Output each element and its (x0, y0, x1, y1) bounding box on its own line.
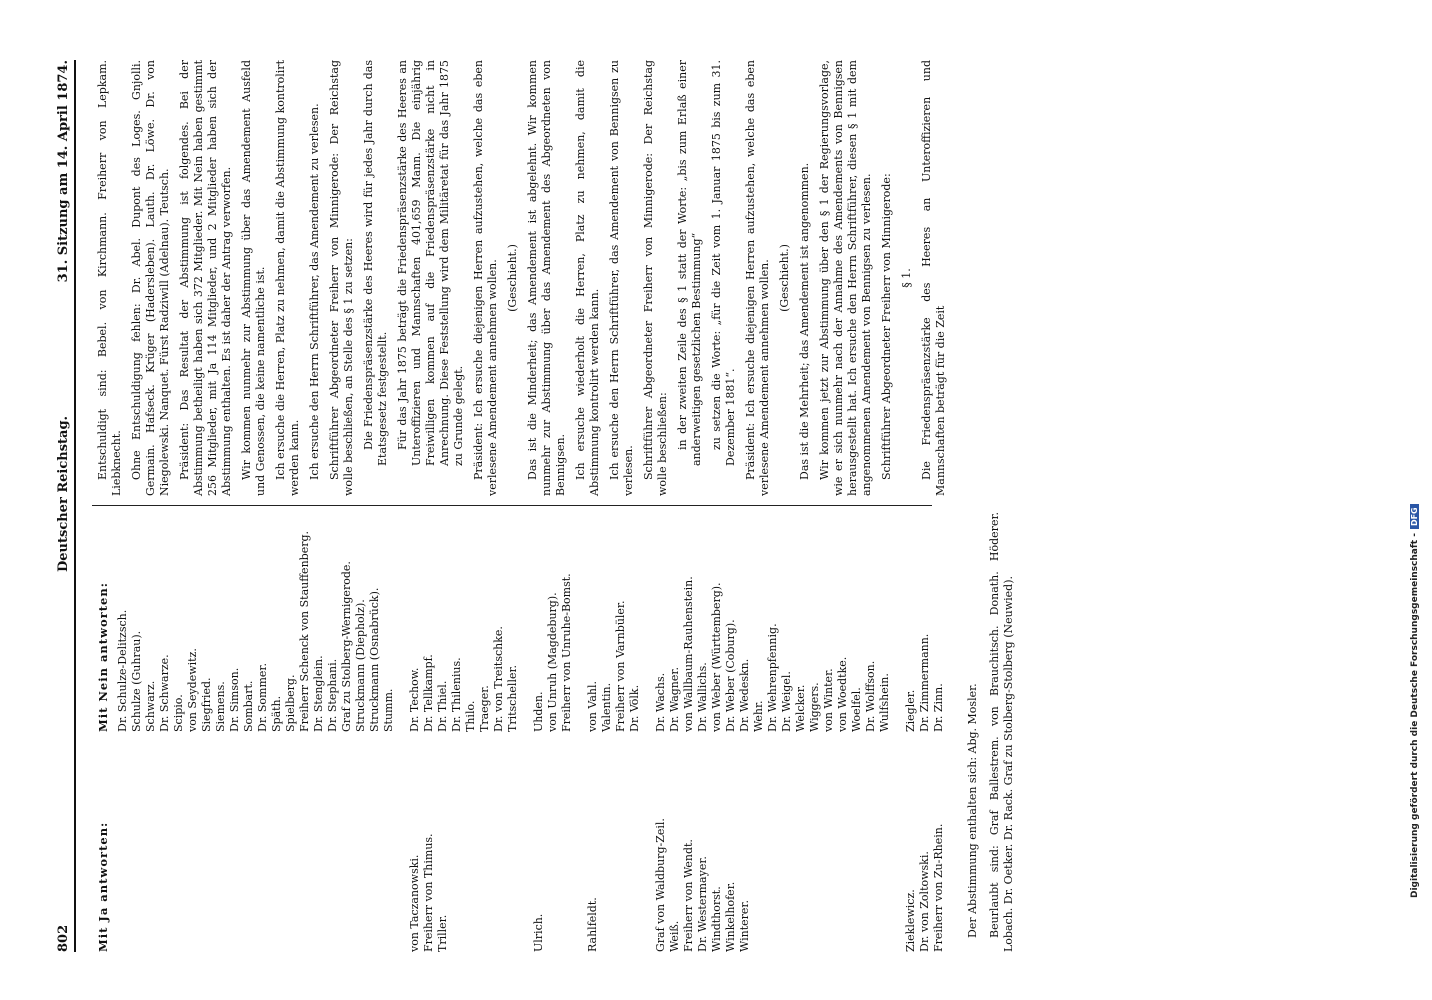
session-date: 31. Sitzung am 14. April 1874. (56, 60, 71, 283)
ja-voter-name (130, 732, 144, 952)
vote-row (668, 512, 682, 952)
ja-voter-name (464, 732, 478, 952)
vote-row (354, 512, 368, 952)
vote-groups (116, 512, 958, 952)
paragraph: Die Friedenspräsenzstärke des Heeres an Unteroffizieren und Mannschaften beträgt für die Zeit (920, 60, 947, 496)
nein-voter-name: Dr. Sommer. (256, 663, 269, 732)
paragraph: Das ist die Mehrheit; das Amendement ist angenommen. (798, 162, 811, 480)
vote-row (738, 512, 752, 952)
ja-voter-name (450, 732, 464, 952)
vote-row (478, 512, 492, 952)
vote-row (116, 512, 130, 952)
ja-voter-name (752, 732, 766, 952)
ja-voter-name (766, 732, 780, 952)
paragraph: Wir kommen jetzt zur Abstimmung über den § 1 der Regierungsvorlage, wie er sich nunmehr nach der Annahme des Amendements von Bennigsen herausgestellt hat. Ich ersuche den Herrn Schriftführer, diesen § 1 mit dem angenommenen Amendement von Bennigsen zu verlesen. (818, 60, 873, 496)
nein-voter-name: Ziegler. (904, 689, 917, 732)
ja-voter-name (628, 732, 642, 952)
vote-row (382, 512, 396, 952)
nein-voter-name: Welcker. (794, 684, 807, 732)
ja-voter-name (326, 732, 340, 952)
vote-row (408, 512, 422, 952)
vote-row (864, 512, 878, 952)
ja-voter-name (822, 732, 836, 952)
vote-row (298, 512, 312, 952)
nein-voter-name: von Vahl. (586, 680, 599, 732)
nein-voter-name: Dr. Völk. (628, 684, 641, 732)
ja-voter-name: Winkelhofer. (724, 881, 737, 952)
group-spacer (946, 512, 958, 952)
nein-voter-name: von Weber (Württemberg). (710, 582, 723, 732)
nein-voter-name: Wiggers. (808, 682, 821, 732)
ja-voter-name (354, 732, 368, 952)
page-title: Deutscher Reichstag. (56, 415, 71, 572)
ja-voter-name: Triller. (436, 914, 449, 952)
nein-voter-name: Wulfshein. (878, 673, 891, 732)
ja-voter-name (284, 732, 298, 952)
group-spacer (520, 512, 532, 952)
vote-row (242, 512, 256, 952)
vote-row (682, 512, 696, 952)
paragraph: Ich ersuche wiederholt die Herren, Platz zu nehmen, damit die Abstimmung kontrolirt werden kann. (574, 60, 601, 496)
page-number: 802 (56, 924, 71, 952)
ja-voter-name (172, 732, 186, 952)
nein-voter-name: von Wallbaum-Rauhenstein. (682, 576, 695, 732)
vote-row (546, 512, 560, 952)
nein-voter-name: Dr. Wagner. (668, 667, 681, 732)
vote-row (144, 512, 158, 952)
nein-voter-name: Dr. Schwarze. (158, 654, 171, 732)
vote-row (532, 512, 546, 952)
digitization-credit (1408, 18, 1428, 918)
nein-voter-name: Graf zu Stolberg-Wernigerode. (340, 561, 353, 732)
vote-row (270, 512, 284, 952)
nein-voter-name: Dr. Wehrenpfennig. (766, 623, 779, 732)
vote-row (850, 512, 864, 952)
paragraph: Schriftführer Abgeordneter Freiherr von Minnigerode: Der Reichstag wolle beschließen: (642, 60, 669, 496)
nein-voter-name: Traeger. (478, 685, 491, 732)
ja-voter-name (368, 732, 382, 952)
nein-voter-name: Dr. Wolffson. (864, 660, 877, 732)
nein-voter-name: Dr. Wallichs. (696, 662, 709, 732)
centered-note: (Geschieht.) (506, 244, 519, 312)
vote-row (436, 512, 450, 952)
nein-voter-name: Dr. Weigel. (780, 671, 793, 732)
vote-row (326, 512, 340, 952)
paragraph: Präsident: Das Resultat der Abstimmung ist folgendes. Bei der Abstimmung betheiligt haben sich 372 Mitglieder. Mit Nein haben gestimmt 256 Mitglieder, mit Ja 114 Mitglieder, und 2 Mitglieder haben sich der Abstimmung enthalten. Es ist daher der Antrag verworfen. (178, 60, 233, 496)
vote-row (724, 512, 738, 952)
vote-row (450, 512, 464, 952)
vote-row (918, 512, 932, 952)
ja-voter-name (186, 732, 200, 952)
vote-row (560, 512, 574, 952)
vote-row (284, 512, 298, 952)
dfg-logo: DFG (1410, 504, 1419, 529)
nein-voter-name: Tritscheller. (506, 664, 519, 732)
vote-row (766, 512, 780, 952)
abstained-note: Der Abstimmung enthalten sich: Abg. Mosler. (966, 683, 979, 938)
nein-voter-name: Dr. Tellkampf. (422, 654, 435, 732)
ja-voter-name (116, 732, 130, 952)
ja-voter-name (492, 732, 506, 952)
nein-heading: Mit Nein antworten: (96, 582, 110, 732)
ja-voter-name (864, 732, 878, 952)
nein-voter-name: Dr. Thiel. (436, 680, 449, 732)
paragraph: Schriftführer Abgeordneter Freiherr von Minnigerode: (880, 173, 893, 480)
vote-row (130, 512, 144, 952)
nein-voter-name: Siegfried. (200, 677, 213, 732)
vote-row (794, 512, 808, 952)
ja-voter-name (794, 732, 808, 952)
vote-list-column (96, 512, 1015, 952)
ja-voter-name (144, 732, 158, 952)
vote-row (614, 512, 628, 952)
nein-voter-name: von Woedtke. (836, 656, 849, 732)
nein-voter-name: von Winter. (822, 668, 835, 732)
ja-voter-name: Freiherr von Zu-Rhein. (932, 823, 945, 952)
nein-voter-name: Dr. von Treitschke. (492, 626, 505, 732)
quoted-text: Für das Jahr 1875 beträgt die Friedenspräsenzstärke des Heeres an Unteroffizieren und Mannschaften 401,659 Mann. Die einjährig Freiwilligen kommen auf die Friedenspräsenzstärke nicht in Anrechnung. Diese Feststellung wird dem Militäretat für das Jahr 1875 zu Grunde gelegt. (396, 60, 465, 466)
nein-voter-name: Stumm. (382, 688, 395, 732)
ja-voter-name (878, 732, 892, 952)
vote-row (696, 512, 710, 952)
vote-row (228, 512, 242, 952)
quoted-text: Die Friedenspräsenzstärke des Heeres wird für jedes Jahr durch das Etatsgesetz festgestellt. (362, 60, 389, 466)
ja-voter-name (214, 732, 228, 952)
vote-row (158, 512, 172, 952)
centered-note: (Geschieht.) (778, 244, 791, 312)
vote-row (808, 512, 822, 952)
nein-voter-name: von Unruh (Magdeburg). (546, 592, 559, 732)
vote-row (628, 512, 642, 952)
quoted-text: in der zweiten Zeile des § 1 statt der Worte: „bis zum Erlaß einer anderweitigen gesetzlichen Bestimmung“ (676, 60, 703, 466)
vote-row (904, 512, 918, 952)
group-spacer (396, 512, 408, 952)
nein-voter-name: Dr. Wachs. (654, 672, 667, 732)
vote-row (422, 512, 436, 952)
ja-voter-name (560, 732, 574, 952)
ja-voter-name: Zieklewicz. (904, 889, 917, 952)
paragraph: Das ist die Minderheit; das Amendement ist abgelehnt. Wir kommen nunmehr zur Abstimmung über das Amendement des Abgeordneten von Bennigsen. (526, 60, 567, 496)
nein-voter-name: Siemens. (214, 681, 227, 732)
centered-note: § 1. (900, 268, 913, 288)
ja-voter-name (780, 732, 794, 952)
paragraph: Ich ersuche die Herren, Platz zu nehmen, damit die Abstimmung kontrolirt werden kann. (274, 60, 301, 496)
vote-row (932, 512, 946, 952)
ja-heading: Mit Ja antworten: (96, 821, 110, 952)
ja-voter-name: Dr. Westermayer. (696, 856, 709, 952)
ja-voter-name (200, 732, 214, 952)
paragraph: Entschuldigt sind: Bebel. von Kirchmann. Freiherr von Lepkam. Liebknecht. (96, 60, 123, 496)
vote-row (780, 512, 794, 952)
nein-voter-name: Dr. Zinn. (932, 683, 945, 732)
nein-voter-name: Schulze (Guhrau). (130, 630, 143, 732)
nein-voter-name: Scipio. (172, 694, 185, 732)
ja-voter-name: Freiherr von Thimus. (422, 833, 435, 952)
vote-row (214, 512, 228, 952)
ja-voter-name (158, 732, 172, 952)
ja-voter-name: Windthorst. (710, 886, 723, 952)
vote-row (822, 512, 836, 952)
nein-voter-name: Uhden. (532, 691, 545, 732)
vote-row (878, 512, 892, 952)
paragraph: Wir kommen nunmehr zur Abstimmung über das Amendement Ausfeld und Genossen, die keine namentliche ist. (240, 60, 267, 496)
paragraph: Präsident: Ich ersuche diejenigen Herren aufzustehen, welche das eben verlesene Amendement annehmen wollen. (472, 60, 499, 496)
vote-row (752, 512, 766, 952)
nein-voter-name: Freiherr Schenck von Stauffenberg. (298, 531, 311, 732)
credit-text: Digitalisierung gefördert durch die Deutsche Forschungsgemeinschaft - (1410, 533, 1420, 898)
paragraph: Ohne Entschuldigung fehlen: Dr. Abel. Dupont des Loges. Gnjolli. Germain. Hafseck. Krüger (Hadersleben). Lauth. Dr. Löwe. Dr. von Niegolewski. Nanquet. Fürst Radziwill (Adelnau). Teutsch. (130, 60, 171, 496)
vote-row (492, 512, 506, 952)
group-spacer (892, 512, 904, 952)
nein-voter-name: Dr. Zimmermann. (918, 633, 931, 732)
ja-voter-name (614, 732, 628, 952)
nein-voter-name: Struckmann (Osnabrück). (368, 587, 381, 732)
vote-row (172, 512, 186, 952)
ja-voter-name: Winterer. (738, 900, 751, 952)
paragraph: Ich ersuche den Herrn Schriftführer, das Amendement von Bennigsen zu verlesen. (608, 60, 635, 496)
ja-voter-name: Rahlfeldt. (586, 897, 599, 952)
nein-voter-name: Dr. Stephani. (326, 658, 339, 732)
ja-voter-name (256, 732, 270, 952)
vote-row (506, 512, 520, 952)
vote-row (586, 512, 600, 952)
ja-voter-name (312, 732, 326, 952)
nein-voter-name: Dr. Simson. (228, 667, 241, 732)
ja-voter-name (242, 732, 256, 952)
ja-voter-name: Dr. von Zoltowski. (918, 851, 931, 952)
ja-voter-name (478, 732, 492, 952)
vote-row (200, 512, 214, 952)
vote-row (836, 512, 850, 952)
ja-voter-name (546, 732, 560, 952)
vote-row (256, 512, 270, 952)
quoted-text: zu setzen die Worte: „für die Zeit vom 1. Januar 1875 bis zum 31. Dezember 1881“. (710, 60, 737, 466)
paragraph: Schriftführer Abgeordneter Freiherr von Minnigerode: Der Reichstag wolle beschließen, an Stelle des § 1 zu setzen: (328, 60, 355, 496)
vote-row (654, 512, 668, 952)
nein-voter-name: Späth. (270, 695, 283, 732)
vote-headings (96, 512, 110, 952)
ja-voter-name (836, 732, 850, 952)
ja-voter-name (600, 732, 614, 952)
ja-voter-name (850, 732, 864, 952)
proceedings-column (96, 60, 1226, 496)
vote-row (312, 512, 326, 952)
vote-row (340, 512, 354, 952)
nein-voter-name: Dr. Weber (Coburg). (724, 619, 737, 732)
nein-voter-name: Sombart. (242, 680, 255, 732)
nein-voter-name: Dr. Schulze-Delitzsch. (116, 609, 129, 732)
nein-voter-name: Dr. Thilenius. (450, 657, 463, 732)
nein-voter-name: Valentin. (600, 682, 613, 732)
nein-voter-name: von Seydewitz. (186, 648, 199, 732)
nein-voter-name: Woelfel. (850, 687, 863, 732)
nein-voter-name: Spielberg. (284, 674, 297, 732)
nein-voter-name: Dr. Wedeskn. (738, 658, 751, 732)
nein-voter-name: Dr. Stenglein. (312, 655, 325, 732)
column-divider (92, 505, 932, 506)
paragraph: Ich ersuche den Herrn Schriftführer, das Amendement zu verlesen. (308, 103, 321, 480)
vote-row (710, 512, 724, 952)
group-spacer (642, 512, 654, 952)
ja-voter-name: Ulrich. (532, 913, 545, 952)
vote-row (464, 512, 478, 952)
nein-voter-name: Schwarz. (144, 680, 157, 732)
ja-voter-name: Weiß. (668, 920, 681, 952)
ja-voter-name (298, 732, 312, 952)
ja-voter-name (270, 732, 284, 952)
vote-row (600, 512, 614, 952)
paragraph: Präsident: Ich ersuche diejenigen Herren aufzustehen, welche das eben verlesene Amendement annehmen wollen. (744, 60, 771, 496)
nein-voter-name: Thilo. (464, 700, 477, 732)
ja-voter-name (340, 732, 354, 952)
ja-voter-name (808, 732, 822, 952)
nein-voter-name: Dr. Techow. (408, 667, 421, 732)
ja-voter-name: Freiherr von Wendt. (682, 839, 695, 952)
nein-voter-name: Freiherr von Unruhe-Bomst. (560, 573, 573, 732)
running-header (52, 60, 76, 952)
ja-voter-name: Graf von Waldburg-Zeil. (654, 818, 667, 952)
ja-voter-name: von Taczanowski. (408, 854, 421, 952)
ja-voter-name (382, 732, 396, 952)
ja-voter-name (506, 732, 520, 952)
vote-row (368, 512, 382, 952)
nein-voter-name: Freiherr von Varnbüler. (614, 600, 627, 732)
group-spacer (574, 512, 586, 952)
vote-row (186, 512, 200, 952)
ja-voter-name (228, 732, 242, 952)
on-leave-note: Beurlaubt sind: Graf Ballestrem. von Brauchitsch. Donath. Höderer. Lobach. Dr. Oetker. Dr. Rack. Graf zu Stolberg-Stolberg (Neuwied). (988, 512, 1015, 952)
nein-voter-name: Struckmann (Diepholz). (354, 599, 367, 732)
nein-voter-name: Wehr. (752, 700, 765, 732)
